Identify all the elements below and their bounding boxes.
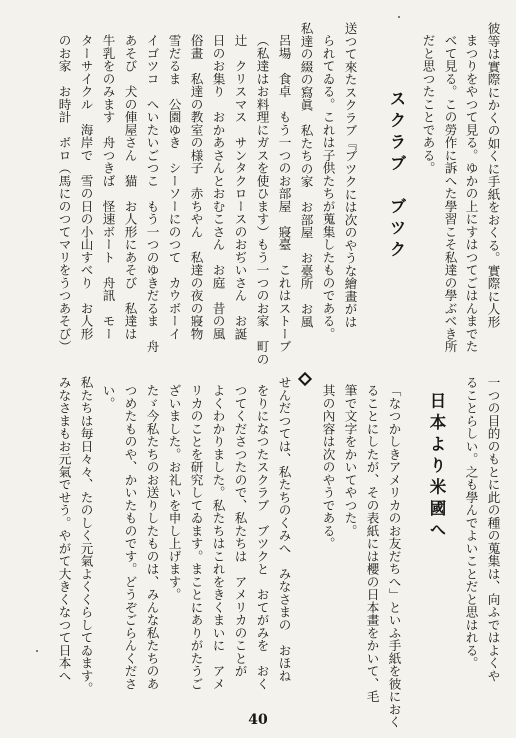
text-column: 彼等は實際にかくの如くに手紙をおくる。實際に人形	[485, 22, 501, 328]
text-column: 一つの目的のもとに此の種の蒐集は、向ふではよくや	[485, 376, 501, 682]
text-column: あそび 犬の俥屋さん 猫 お人形にあそび 私達は	[122, 34, 138, 340]
letter-column: みなさまもお元氣でせう。やがて大きくなつて日本へ	[56, 376, 72, 682]
text-column: 私達の綴の寫眞 私たちの家 お部屋 お臺所 お風	[298, 22, 314, 328]
letter-column: い。	[100, 384, 116, 410]
text-column: 送つて來たスクラブ『ブツクには次のやうな繪畫がは	[342, 22, 358, 328]
text-column: ることにしたが、その表紙には櫻の日本畫をかいて、毛	[364, 384, 380, 703]
letter-column: たゞ今私たちのお送りしたものは、みんな私たちのあ	[144, 384, 160, 690]
text-column: （私達はお料理にガスを使ひます）もう一つのお家 町の	[254, 34, 270, 366]
text-column: だと思つたことである。	[420, 34, 436, 175]
paper-speck	[398, 16, 400, 18]
letter-column: よくわかりました。私たちはこれをきくまいに アメ	[210, 384, 226, 690]
text-column: ターサイクル 海岸で 雪の日の小山すべり お人形	[78, 34, 94, 340]
section-heading: 日本より米國へ	[427, 392, 446, 543]
letter-column: 私たちは毎日々々、たのしく元氣よくくらしてゐます。	[78, 376, 94, 695]
letter-column: つてくださつたので、私たちは アメリカのことが	[232, 384, 248, 678]
text-column: 日のお集り おかあさんとおむこさん お庭 昔の風	[210, 34, 226, 340]
letter-column: ざいました。お礼いを申し上げます。	[166, 384, 182, 601]
letter-column: せんだつては、私たちのくみへ みなさまの おほね	[276, 376, 292, 682]
letter-column: つめたものや、かいたものです。どうぞごらんくださ	[122, 384, 138, 690]
diamond-divider-icon	[298, 372, 312, 386]
letter-column: リカのことを研究してゐます。まことにありがたうご	[188, 384, 204, 690]
paper-speck	[36, 650, 38, 652]
text-column: イゴツコ へいたいごつこ もう一つのゆきだるま 舟	[144, 34, 160, 353]
text-column: べて見る。この勞作に訴へた學習こそ私達の學ぶべき所	[442, 34, 458, 353]
text-column: 俗畫 私達の教室の様子 赤ちやん 私達の夜の寢物	[188, 34, 204, 340]
letter-column: をりになつたスクラブ ブツクと おてがみを おく	[254, 384, 270, 690]
text-column: られてゐる。これは子供たちが蒐集したものである。	[320, 34, 336, 340]
text-column: 牛乳をのみます 舟つきば 怪速ボート 舟訊 モー	[100, 34, 116, 340]
text-column: のお家 お時計 ボロ（馬にのつてマリをうつあそび）	[56, 34, 72, 353]
text-column: 「なつかしきアメリカのお友だちへ」といふ手紙を彼におく	[386, 384, 402, 729]
text-column: まつりをやつて見る。ゆかの上にすはつてごはんまでた	[463, 34, 479, 353]
text-column: 其の內容は次のやうである。	[320, 384, 336, 550]
text-column: 呂場 食卓 もう一つのお部屋 寢臺 これはストーブ	[276, 34, 292, 353]
section-heading: スクラブ ブツク	[387, 90, 406, 262]
text-column: 筆で文字をかいてやつた。	[342, 384, 358, 537]
text-column: 辻 クリスマス サンタクロースのおぢいさん お誕	[232, 34, 248, 340]
page-number: 40	[248, 712, 268, 728]
text-column: 雪だるま 公園ゆき シーソーにのつて カウボーイ	[166, 34, 182, 340]
text-column: ることらしい。之も學んでよいことだと思はれる。	[463, 376, 479, 670]
